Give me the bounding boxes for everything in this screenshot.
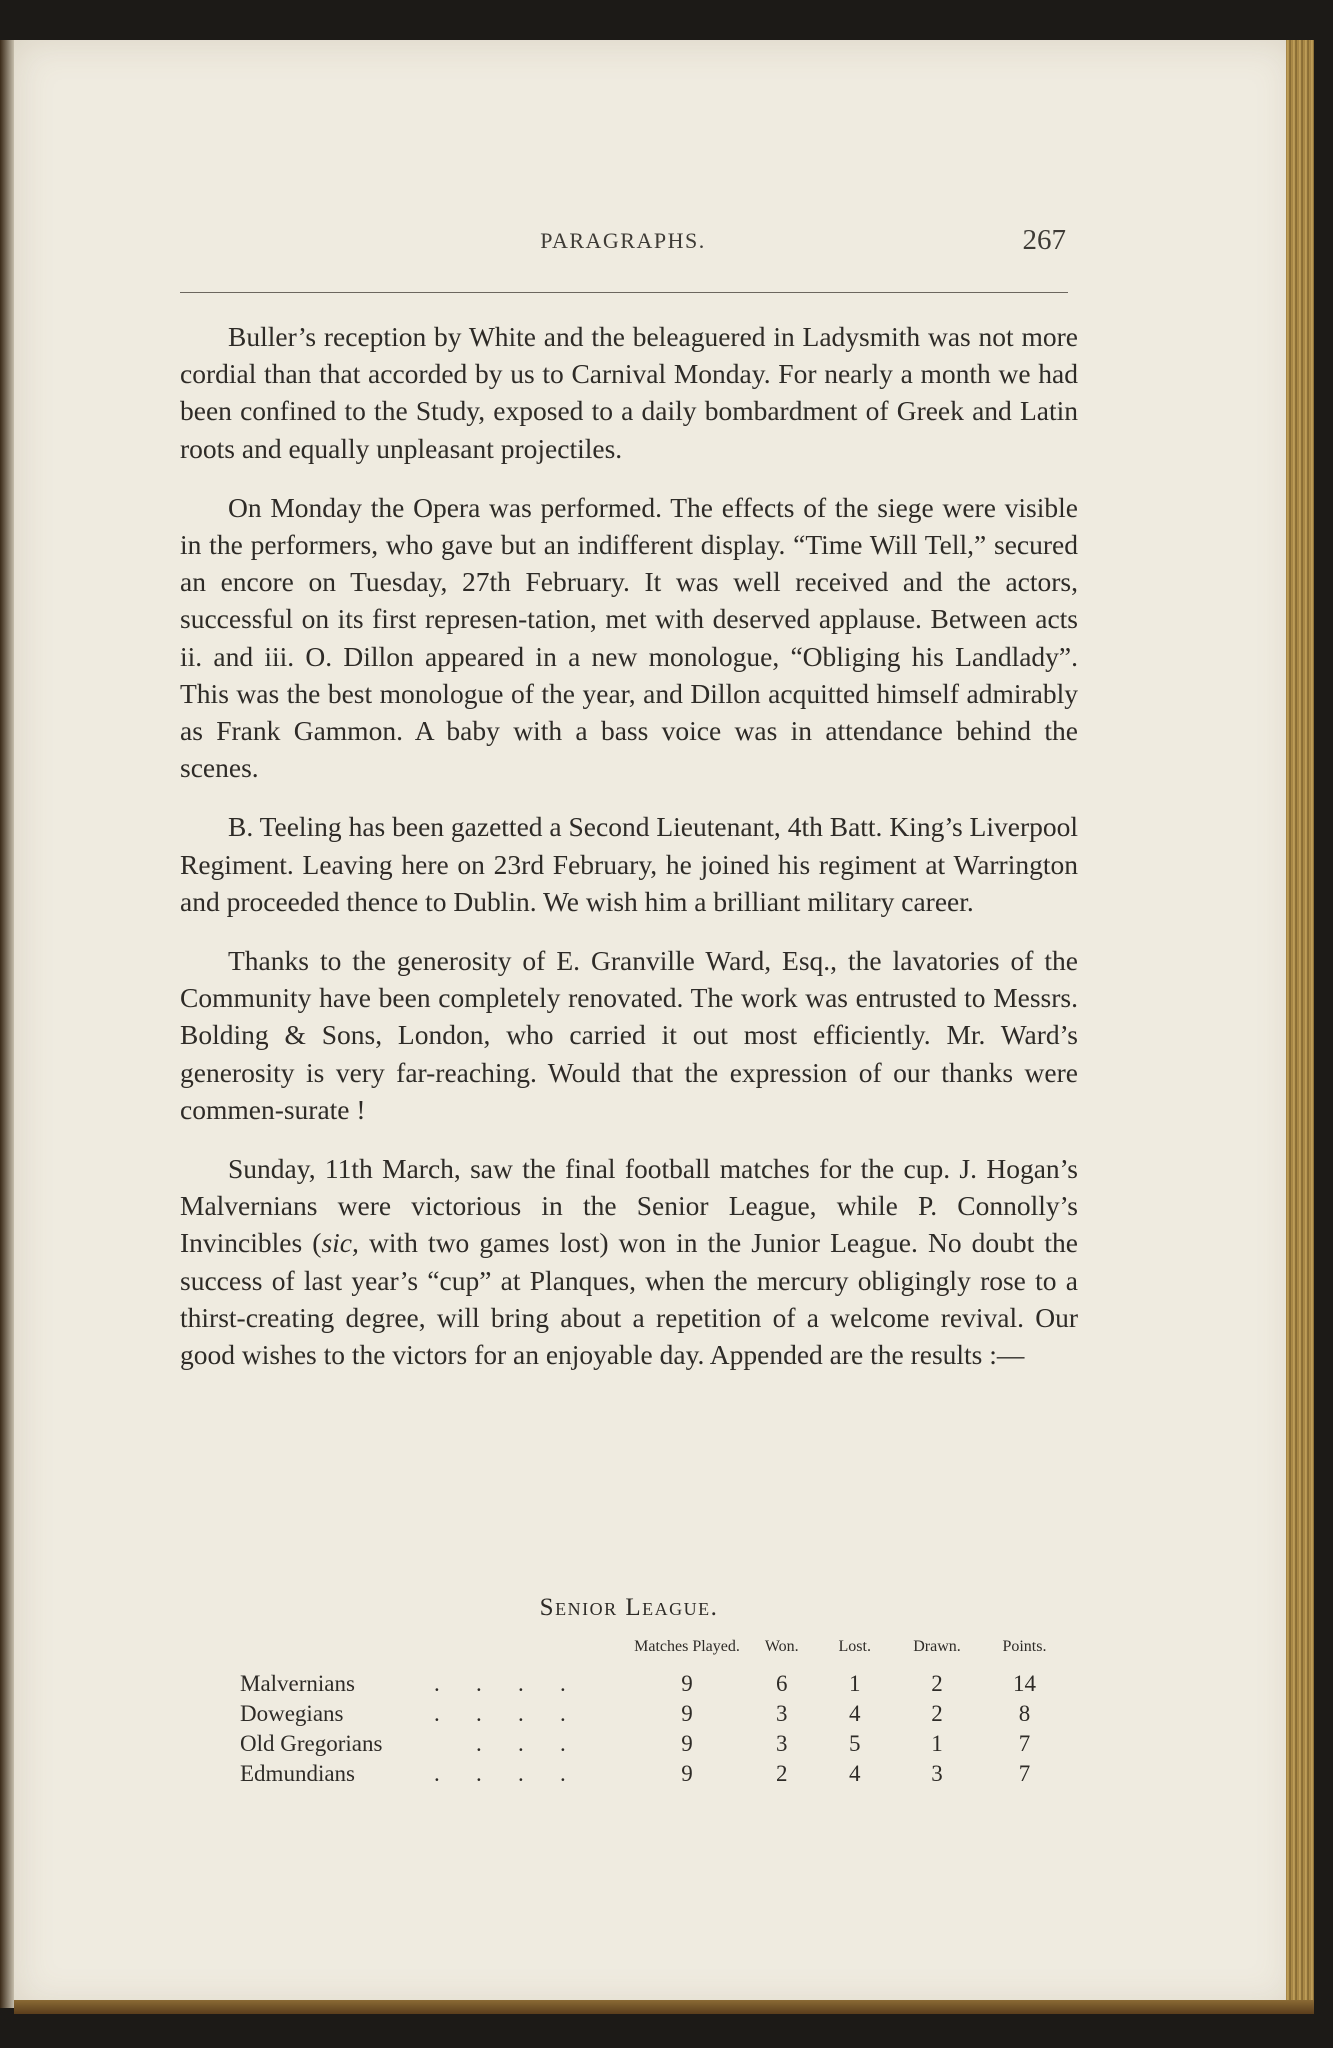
matches-played: 9 <box>681 1731 693 1756</box>
paragraph: B. Teeling has been gazetted a Second Lieutenant, 4th Batt. King’s Liverpool Regiment. Leaving here on 23rd February, he joined his regiment at Warrington and proceeded thence to Dublin. We wish him a brilliant military career. <box>180 811 1078 917</box>
sic-italic: sic, <box>321 1227 359 1259</box>
table-row <box>240 1759 1068 1789</box>
lost: 4 <box>848 1701 861 1726</box>
running-head: PARAGRAPHS. <box>540 228 706 253</box>
column-header: Drawn. <box>913 1638 961 1655</box>
matches-played: 9 <box>681 1761 693 1786</box>
lost: 4 <box>848 1761 861 1786</box>
leader-dot: . <box>560 1761 566 1786</box>
leader-dot: . <box>518 1701 524 1726</box>
leader-dot: . <box>476 1761 482 1786</box>
leader-dot: . <box>476 1701 482 1726</box>
paragraph: On Monday the Opera was performed. The effects of the siege were visible in the performers, who gave but an indifferent display. “Time Will Tell,” secured an encore on Tuesday, 27th February. It was well received and the actors, successful on its first represen-tation, met with deserved applause. Between acts ii. and iii. O. Dillon appeared in a new monologue, “Obliging his Landlady”. This was the best monologue of the year, and Dillon acquitted himself admirably as Frank Gammon. A baby with a bass voice was in attendance behind the scenes. <box>180 491 1078 784</box>
drawn: 2 <box>931 1671 943 1696</box>
team-name: Old Gregorians <box>240 1731 383 1756</box>
leader-dots <box>416 1759 627 1789</box>
team-name: Dowegians <box>240 1701 344 1726</box>
team-header <box>240 1635 416 1669</box>
paragraph-football <box>180 1150 1078 1373</box>
leader-dot: . <box>560 1731 566 1756</box>
table-body <box>240 1669 1068 1789</box>
leader-dot: . <box>560 1701 566 1726</box>
leader-dot: . <box>518 1671 524 1696</box>
table-row <box>240 1729 1068 1759</box>
won: 6 <box>775 1671 788 1696</box>
points: 14 <box>1012 1671 1036 1696</box>
leader-dot: . <box>518 1731 524 1756</box>
column-header: Matches Played. <box>634 1638 740 1655</box>
table-title <box>180 1594 1078 1622</box>
leader-dots <box>416 1729 627 1759</box>
leader-dot: . <box>434 1671 440 1696</box>
points: 7 <box>1018 1731 1031 1756</box>
column-header: Lost. <box>838 1638 871 1655</box>
dots-header <box>416 1635 627 1669</box>
leader-dot: . <box>476 1671 482 1696</box>
leader-dot: . <box>476 1731 482 1756</box>
leader-dots <box>416 1699 627 1729</box>
team-name: Malvernians <box>240 1671 355 1696</box>
won: 2 <box>775 1761 788 1786</box>
won: 3 <box>775 1731 788 1756</box>
table-row <box>240 1669 1068 1699</box>
column-header: Points. <box>1002 1638 1047 1655</box>
lost: 1 <box>848 1671 861 1696</box>
text-span: Sunday, 11th March, saw the final football matches for the cup. J. Hogan’s Malvernians were victorious in the Senior League, while P. Connolly’s Invincibles ( <box>180 1153 1078 1259</box>
points: 7 <box>1018 1761 1031 1786</box>
matches-played: 9 <box>681 1671 693 1696</box>
table-header-row <box>240 1635 1068 1669</box>
text-span: with two games lost) won in the Junior League. No doubt the success of last year’s “cup” at Planques, when the mercury obligingly rose to a thirst-creating degree, will bring about a repetition of a welcome revival. Our good wishes to the victors for an enjoyable day. Appended are the results :— <box>180 1227 1078 1371</box>
points: 8 <box>1018 1701 1031 1726</box>
table-row <box>240 1699 1068 1729</box>
leader-dot: . <box>560 1671 566 1696</box>
lost: 5 <box>848 1731 861 1756</box>
paragraph: Thanks to the generosity of E. Granville Ward, Esq., the lavatories of the Community have been completely renovated. The work was entrusted to Messrs. Bolding & Sons, London, who carried it out most efficiently. Mr. Ward’s generosity is very far-reaching. Would that the expression of our thanks were commen-surate ! <box>180 945 1078 1125</box>
page-edges-bottom <box>14 2000 1314 2014</box>
drawn: 1 <box>931 1731 943 1756</box>
paragraph: Buller’s reception by White and the beleaguered in Ladysmith was not more cordial than that accorded by us to Carnival Monday. For nearly a month we had been confined to the Study, exposed to a daily bombardment of Greek and Latin roots and equally unpleasant projectiles. <box>180 321 1078 464</box>
leader-dots <box>416 1669 627 1699</box>
league-table <box>240 1635 1068 1789</box>
body-text <box>180 318 1078 1373</box>
page-edges-right <box>1286 40 1314 2008</box>
leader-dot: . <box>518 1761 524 1786</box>
column-header: Won. <box>764 1638 799 1655</box>
won: 3 <box>775 1701 788 1726</box>
drawn: 2 <box>931 1701 943 1726</box>
matches-played: 9 <box>681 1701 693 1726</box>
table-title-text: Senior League. <box>539 1594 719 1621</box>
header-rule <box>180 292 1068 293</box>
leader-dot: . <box>434 1701 440 1726</box>
team-name: Edmundians <box>240 1761 355 1786</box>
page-header <box>180 224 1066 268</box>
leader-dot: . <box>434 1761 440 1786</box>
page-number: 267 <box>1022 224 1066 256</box>
drawn: 3 <box>931 1761 943 1786</box>
